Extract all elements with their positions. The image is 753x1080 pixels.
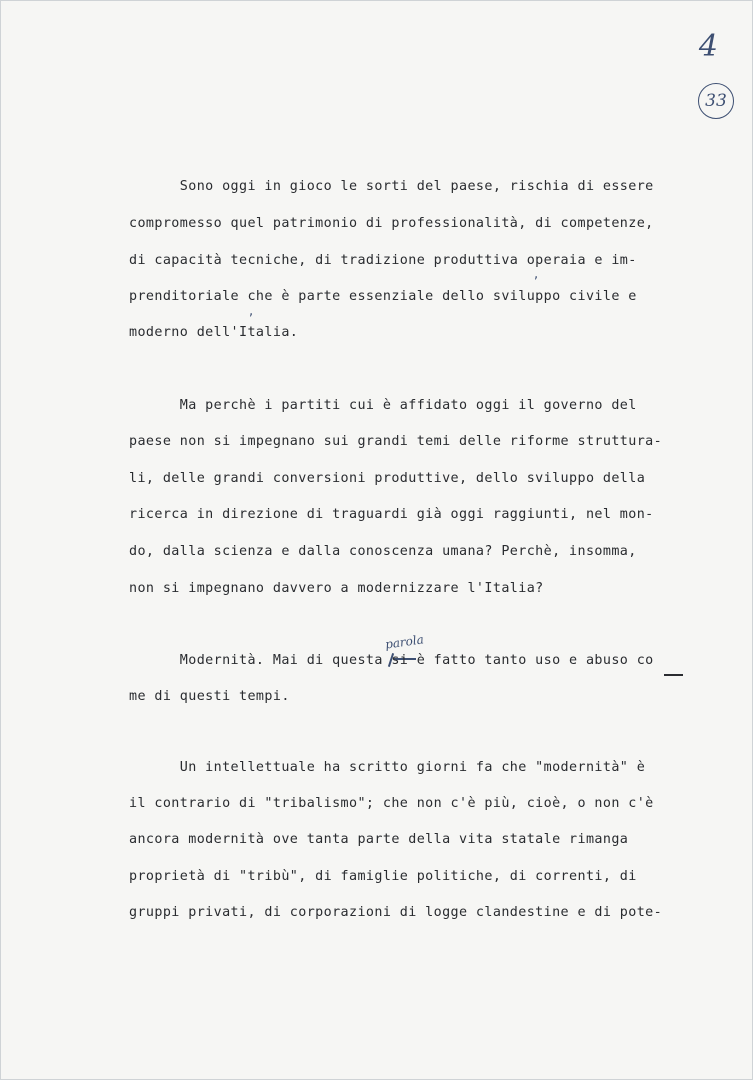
handwritten-comma: , [534,267,539,282]
text-line: me di questi tempi. [129,689,290,704]
text-line: moderno dell'Italia. [129,325,299,340]
text-line: ricerca in direzione di traguardi già oggi raggiunti, nel mon- [129,507,654,522]
text-line: Un intellettuale ha scritto giorni fa che "modernità" è [129,760,646,775]
handwritten-insertion: parola [384,632,425,652]
text-line: paese non si impegnano sui grandi temi delle riforme struttura- [129,434,663,449]
text-line: Modernità. Mai di questa si è fatto tanto uso e abuso co [129,653,654,668]
handwritten-comma: , [249,304,254,319]
underline-mark [664,674,683,676]
text-line: non si impegnano davvero a modernizzare l'Italia? [129,581,544,596]
text-line: li, delle grandi conversioni produttive, dello sviluppo della [129,471,646,486]
text-line: Sono oggi in gioco le sorti del paese, rischia di essere [129,179,654,194]
text-line: compromesso quel patrimonio di professionalità, di competenze, [129,216,654,231]
text-line: do, dalla scienza e dalla conoscenza umana? Perchè, insomma, [129,544,637,559]
text-line: il contrario di "tribalismo"; che non c'è più, cioè, o non c'è [129,796,654,811]
text-line: gruppi privati, di corporazioni di logge clandestine e di pote- [129,905,663,920]
text-line: di capacità tecniche, di tradizione produttiva operaia e im- [129,253,637,268]
text-line: Ma perchè i partiti cui è affidato oggi il governo del [129,398,637,413]
handwritten-page-number: 4 [698,29,718,64]
text-line: proprietà di "tribù", di famiglie politiche, di correnti, di [129,869,637,884]
circled-page-number: 33 [698,83,734,119]
text-line: prenditoriale che è parte essenziale dello sviluppo civile e [129,289,637,304]
text-line: ancora modernità ove tanta parte della vita statale rimanga [129,832,629,847]
